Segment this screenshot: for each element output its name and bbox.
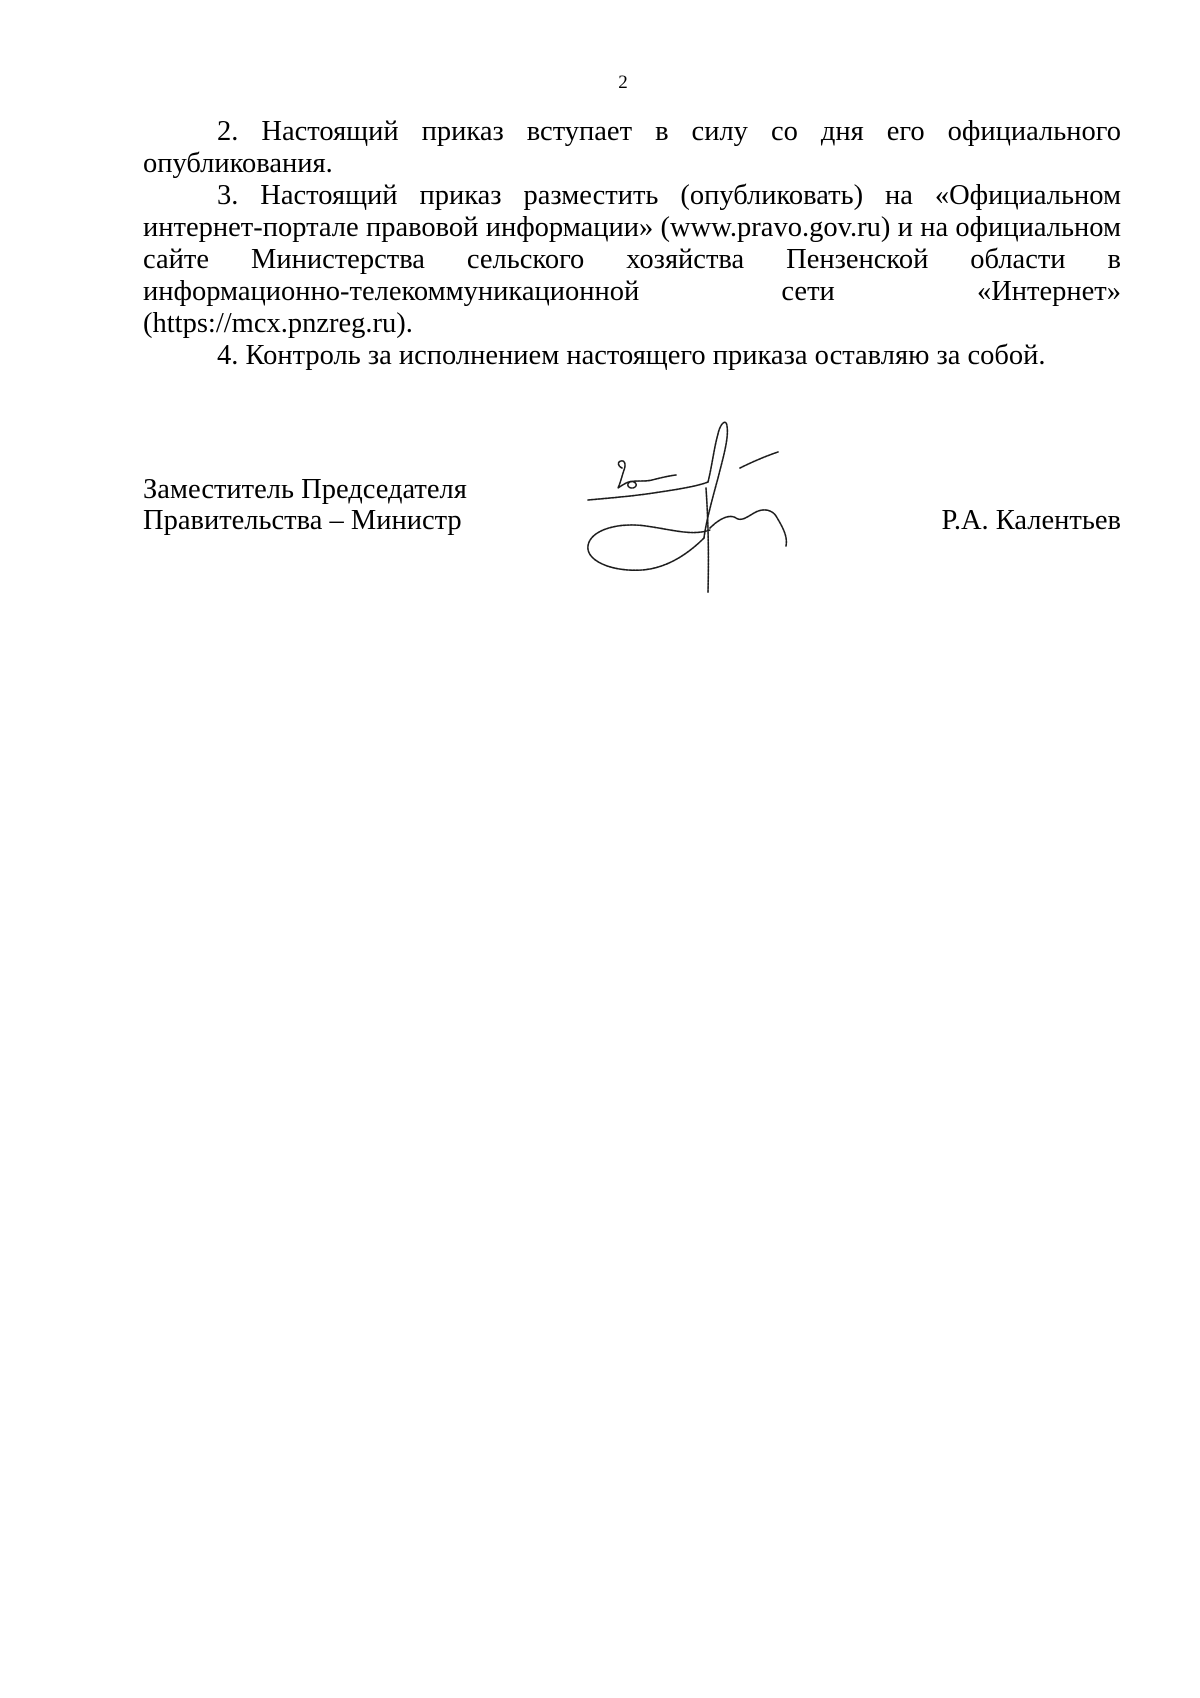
paragraph-publication: 3. Настоящий приказ разместить (опубликовать) на «Официальном интернет-портале правовой информации» (www.pravo.gov.ru) и на официальном сайте Министерства сельского хозяйства Пензенской области в информационно-телекоммуникационной сети «Интернет» (https://mcx.pnzreg.ru).: [143, 180, 1121, 339]
signer-position-line-1: Заместитель Председателя: [143, 474, 467, 505]
signer-position-line-2: Правительства – Министр: [143, 505, 462, 536]
paragraph-control: 4. Контроль за исполнением настоящего приказа оставляю за собой.: [217, 340, 1046, 371]
handwritten-signature: [580, 418, 830, 593]
signer-name: Р.А. Калентьев: [941, 505, 1121, 536]
paragraph-effective-date: 2. Настоящий приказ вступает в силу со дня его официального опубликования.: [143, 116, 1121, 179]
signer-position: [143, 474, 563, 536]
order-text: [143, 116, 1121, 372]
page-number: 2: [618, 72, 628, 93]
